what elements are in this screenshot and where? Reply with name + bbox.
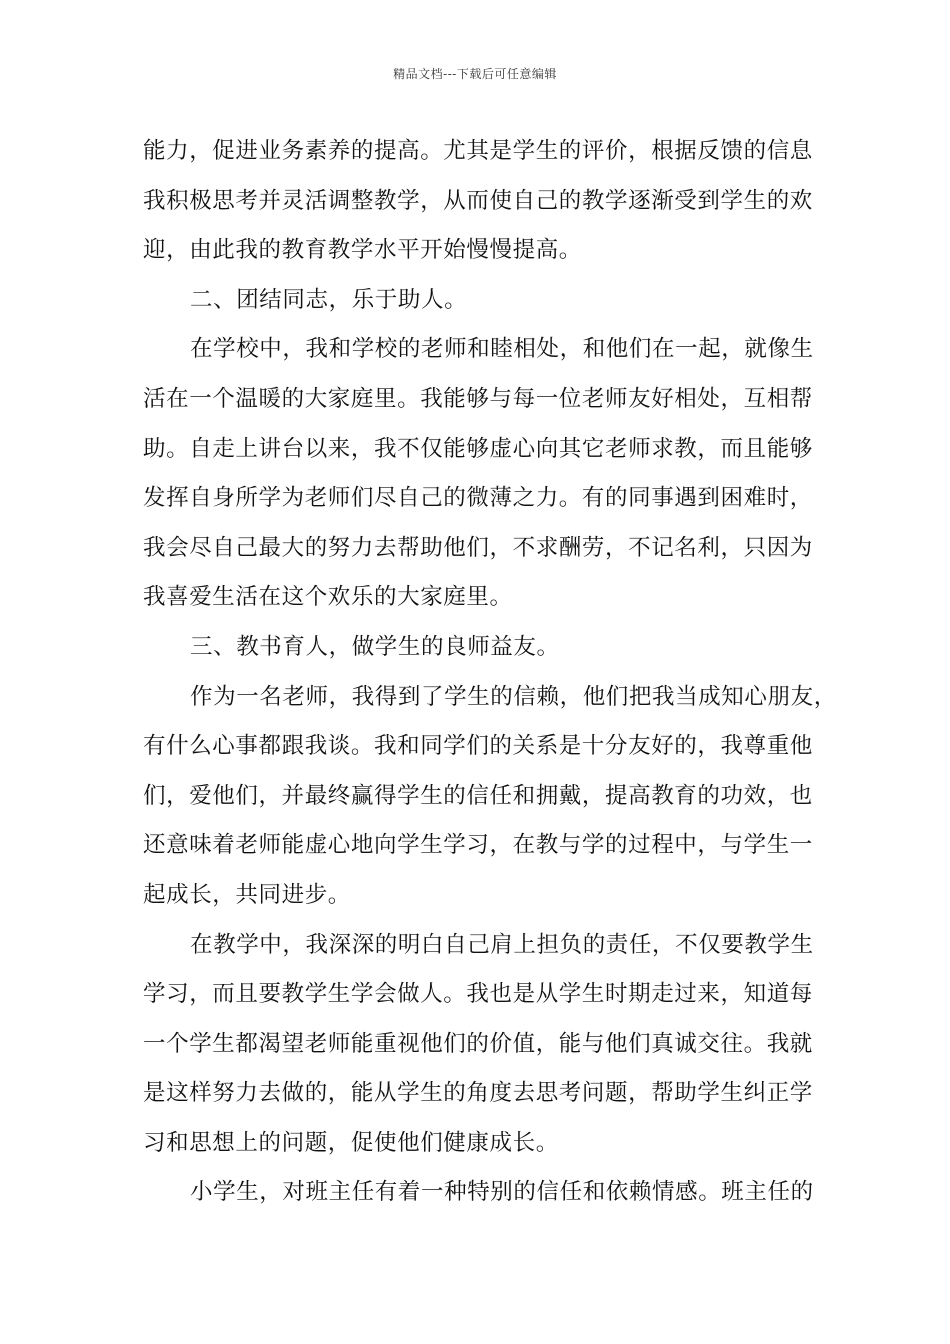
text-line: 发挥自身所学为老师们尽自己的微薄之力。有的同事遇到困难时， [143,485,813,512]
text-line: 一个学生都渴望老师能重视他们的价值，能与他们真诚交往。我就 [143,1030,813,1057]
text-line: 还意味着老师能虚心地向学生学习，在教与学的过程中，与学生一 [143,832,813,859]
paragraph-first-line: 在教学中，我深深的明白自己肩上担负的责任，不仅要教学生 [190,931,814,958]
text-line: 学习，而且要教学生学会做人。我也是从学生时期走过来，知道每 [143,981,813,1008]
paragraph-first-line: 在学校中，我和学校的老师和睦相处，和他们在一起，就像生 [190,336,814,363]
text-line: 我积极思考并灵活调整教学，从而使自己的教学逐渐受到学生的欢 [143,187,813,214]
text-line: 我喜爱生活在这个欢乐的大家庭里。 [143,584,513,611]
paragraph-first-line: 作为一名老师，我得到了学生的信赖，他们把我当成知心朋友， [190,683,837,710]
text-line: 起成长，共同进步。 [143,881,351,908]
text-line: 有什么心事都跟我谈。我和同学们的关系是十分友好的，我尊重他 [143,733,813,760]
text-line: 是这样努力去做的，能从学生的角度去思考问题，帮助学生纠正学 [143,1080,813,1107]
document-body [143,127,837,1218]
text-line: 活在一个温暖的大家庭里。我能够与每一位老师友好相处，互相帮 [143,385,813,412]
page-header: 精品文档---下载后可任意编辑 [393,67,557,81]
paragraph-first-line: 小学生，对班主任有着一种特别的信任和依赖情感。班主任的 [190,1179,814,1206]
text-line: 们，爱他们，并最终赢得学生的信任和拥戴，提高教育的功效，也 [143,782,813,809]
text-line: 习和思想上的问题，促使他们健康成长。 [143,1129,559,1156]
paragraph-first-line: 三、教书育人，做学生的良师益友。 [190,633,560,660]
text-line: 我会尽自己最大的努力去帮助他们，不求酬劳，不记名利，只因为 [143,534,813,561]
text-line: 迎，由此我的教育教学水平开始慢慢提高。 [143,237,582,264]
text-line: 能力，促进业务素养的提高。尤其是学生的评价，根据反馈的信息 [143,138,813,164]
text-line: 助。自走上讲台以来，我不仅能够虚心向其它老师求教，而且能够 [143,435,813,462]
paragraph-first-line: 二、团结同志，乐于助人。 [190,286,468,313]
